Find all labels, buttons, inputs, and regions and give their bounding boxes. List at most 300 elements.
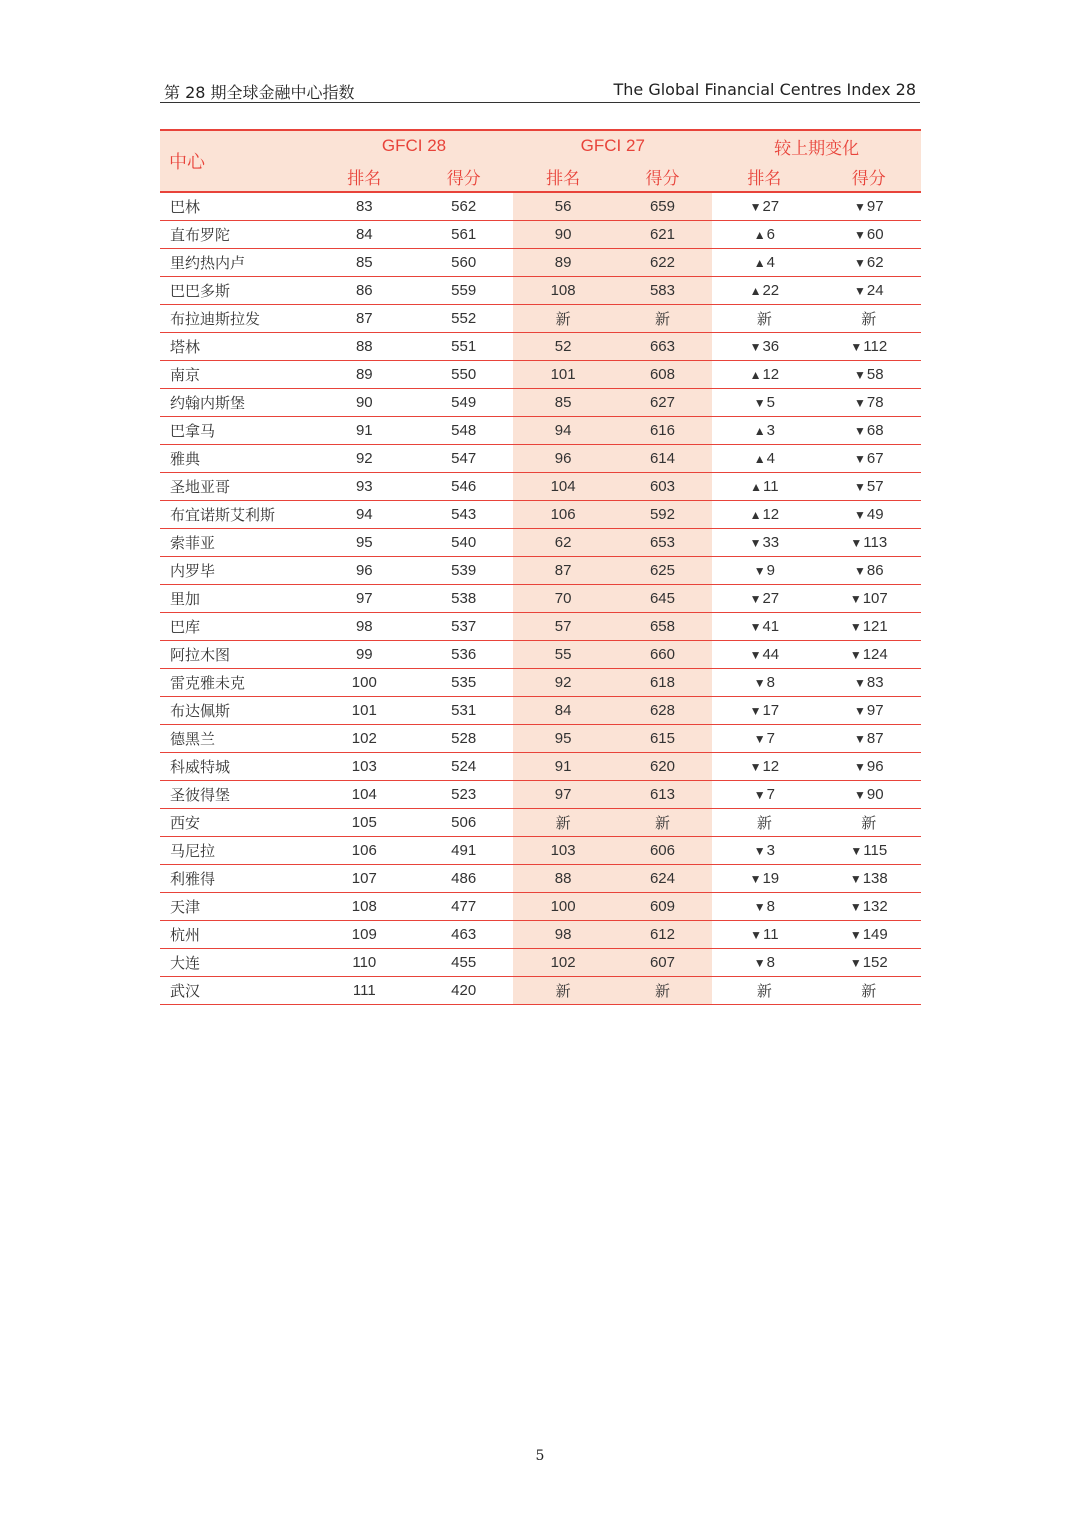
rank-28: 88 (355, 337, 373, 355)
score-change (817, 724, 921, 752)
triangle-down-icon: ▼ (854, 423, 866, 438)
rank-28: 97 (355, 589, 373, 607)
triangle-down-icon: ▼ (850, 843, 863, 858)
triangle-down-icon: ▼ (753, 843, 766, 858)
score-27: 663 (613, 332, 712, 360)
score-28: 491 (451, 841, 477, 859)
header-score-27: 得分 (613, 161, 712, 192)
center-name: 雷克雅未克 (170, 674, 246, 692)
rank-27: 98 (513, 920, 612, 948)
triangle-up-icon: ▲ (749, 283, 762, 298)
triangle-down-icon: ▼ (854, 367, 866, 382)
header-title-chinese: 第 28 期全球金融中心指数 (164, 83, 355, 102)
triangle-up-icon: ▲ (753, 451, 766, 466)
triangle-down-icon: ▼ (854, 787, 866, 802)
rank-27: 新 (513, 304, 612, 332)
score-27: 612 (613, 920, 712, 948)
triangle-down-icon: ▼ (854, 703, 866, 718)
change-value: 90 (866, 785, 884, 803)
center-name: 直布罗陀 (170, 226, 231, 244)
score-28: 540 (451, 533, 477, 551)
triangle-down-icon: ▼ (749, 703, 762, 718)
table-row (160, 388, 921, 416)
table-row (160, 836, 921, 864)
rank-28: 109 (351, 925, 377, 943)
score-change (817, 696, 921, 724)
rank-27: 88 (513, 864, 612, 892)
center-name: 西安 (170, 814, 201, 832)
triangle-down-icon: ▼ (749, 619, 762, 634)
header-title-english: The Global Financial Centres Index 28 (613, 80, 916, 99)
rank-change (712, 612, 816, 640)
rank-27: 85 (513, 388, 612, 416)
table-row (160, 780, 921, 808)
rank-change (712, 556, 816, 584)
triangle-down-icon: ▼ (854, 759, 866, 774)
change-value: 33 (762, 533, 780, 551)
rank-28: 87 (355, 309, 373, 327)
score-27: 608 (613, 360, 712, 388)
center-name: 巴巴多斯 (170, 282, 231, 300)
change-value: 12 (762, 365, 780, 383)
table-header (160, 130, 921, 192)
triangle-down-icon: ▼ (854, 451, 866, 466)
rank-change (712, 360, 816, 388)
center-name: 内罗毕 (170, 562, 216, 580)
page-header (160, 80, 920, 103)
rank-change (712, 668, 816, 696)
table-row (160, 668, 921, 696)
change-value: 132 (862, 897, 888, 915)
score-change (817, 248, 921, 276)
score-27: 627 (613, 388, 712, 416)
center-name: 天津 (170, 898, 201, 916)
change-value: 11 (763, 477, 779, 495)
score-change (817, 668, 921, 696)
rank-28: 93 (355, 477, 373, 495)
table-row (160, 332, 921, 360)
score-change (817, 920, 921, 948)
rank-27: 94 (513, 416, 612, 444)
page-number: 5 (535, 1448, 545, 1464)
change-value: 152 (862, 953, 888, 971)
triangle-down-icon: ▼ (753, 787, 766, 802)
change-value: 60 (866, 225, 884, 243)
score-change (817, 556, 921, 584)
score-27: 613 (613, 780, 712, 808)
triangle-up-icon: ▲ (750, 479, 763, 494)
rank-28: 90 (355, 393, 373, 411)
score-27: 620 (613, 752, 712, 780)
score-change (817, 472, 921, 500)
change-value: 3 (766, 421, 775, 439)
score-28: 420 (451, 981, 477, 999)
score-28: 551 (451, 337, 477, 355)
rank-change (712, 780, 816, 808)
table-row (160, 444, 921, 472)
change-value: 57 (866, 477, 884, 495)
rank-28: 101 (351, 701, 377, 719)
change-value: 44 (762, 645, 780, 663)
header-score-change: 得分 (817, 161, 921, 192)
change-value: 7 (766, 729, 775, 747)
table-row (160, 192, 921, 220)
score-change (817, 192, 921, 220)
rank-change (712, 304, 816, 332)
change-value: 新 (861, 310, 877, 328)
change-value: 5 (766, 393, 775, 411)
triangle-up-icon: ▲ (753, 255, 766, 270)
score-change (817, 976, 921, 1004)
rank-28: 89 (355, 365, 373, 383)
score-change (817, 836, 921, 864)
score-28: 477 (451, 897, 477, 915)
center-name: 武汉 (170, 982, 201, 1000)
change-value: 138 (862, 869, 888, 887)
rank-28: 95 (355, 533, 373, 551)
score-change (817, 332, 921, 360)
rank-27: 106 (513, 500, 612, 528)
score-27: 659 (613, 192, 712, 220)
triangle-down-icon: ▼ (750, 927, 763, 942)
triangle-down-icon: ▼ (854, 283, 866, 298)
change-value: 4 (766, 449, 775, 467)
table-body (160, 192, 921, 1004)
rank-28: 85 (355, 253, 373, 271)
rank-change (712, 808, 816, 836)
triangle-down-icon: ▼ (854, 731, 866, 746)
change-value: 113 (863, 533, 888, 551)
change-value: 新 (861, 814, 877, 832)
change-value: 7 (766, 785, 775, 803)
score-28: 524 (451, 757, 477, 775)
score-28: 550 (451, 365, 477, 383)
table-row (160, 948, 921, 976)
triangle-down-icon: ▼ (854, 507, 866, 522)
triangle-down-icon: ▼ (753, 395, 766, 410)
table-row (160, 864, 921, 892)
score-28: 486 (451, 869, 477, 887)
rank-28: 99 (355, 645, 373, 663)
score-27: 新 (613, 304, 712, 332)
rank-change (712, 416, 816, 444)
rank-27: 91 (513, 752, 612, 780)
rank-change (712, 528, 816, 556)
rank-27: 104 (513, 472, 612, 500)
rank-27: 96 (513, 444, 612, 472)
score-change (817, 892, 921, 920)
triangle-up-icon: ▲ (753, 423, 766, 438)
change-value: 19 (762, 869, 780, 887)
change-value: 8 (766, 673, 775, 691)
triangle-up-icon: ▲ (753, 227, 766, 242)
change-value: 58 (866, 365, 884, 383)
center-name: 塔林 (170, 338, 201, 356)
change-value: 86 (866, 561, 884, 579)
table-row (160, 612, 921, 640)
center-name: 利雅得 (170, 870, 216, 888)
score-change (817, 220, 921, 248)
center-name: 圣地亚哥 (170, 478, 231, 496)
score-change (817, 304, 921, 332)
score-28: 523 (451, 785, 477, 803)
change-value: 8 (766, 953, 775, 971)
triangle-down-icon: ▼ (753, 675, 766, 690)
score-27: 628 (613, 696, 712, 724)
rank-27: 95 (513, 724, 612, 752)
header-rank-28: 排名 (315, 161, 414, 192)
score-28: 543 (451, 505, 477, 523)
change-value: 11 (763, 925, 779, 943)
score-28: 549 (451, 393, 477, 411)
triangle-down-icon: ▼ (753, 955, 766, 970)
change-value: 62 (866, 253, 884, 271)
rank-change (712, 976, 816, 1004)
rank-change (712, 388, 816, 416)
table-row (160, 920, 921, 948)
center-name: 雅典 (170, 450, 201, 468)
change-value: 27 (762, 589, 780, 607)
rank-change (712, 696, 816, 724)
change-value: 27 (762, 197, 780, 215)
rank-28: 106 (351, 841, 377, 859)
score-28: 547 (451, 449, 477, 467)
score-change (817, 640, 921, 668)
table-row (160, 808, 921, 836)
change-value: 83 (866, 673, 884, 691)
score-27: 606 (613, 836, 712, 864)
score-change (817, 612, 921, 640)
change-value: 新 (756, 310, 772, 328)
change-value: 12 (762, 505, 780, 523)
center-name: 巴林 (170, 198, 201, 216)
rank-change (712, 444, 816, 472)
center-name: 巴拿马 (170, 422, 216, 440)
score-change (817, 388, 921, 416)
rank-27: 62 (513, 528, 612, 556)
center-name: 圣彼得堡 (170, 786, 231, 804)
score-28: 538 (451, 589, 477, 607)
center-name: 阿拉木图 (170, 646, 231, 664)
score-28: 546 (451, 477, 477, 495)
center-name: 大连 (170, 954, 201, 972)
triangle-down-icon: ▼ (849, 955, 862, 970)
score-28: 536 (451, 645, 477, 663)
change-value: 87 (866, 729, 884, 747)
triangle-down-icon: ▼ (854, 563, 866, 578)
triangle-down-icon: ▼ (749, 591, 762, 606)
score-27: 618 (613, 668, 712, 696)
triangle-down-icon: ▼ (850, 339, 863, 354)
change-value: 107 (862, 589, 888, 607)
rank-27: 108 (513, 276, 612, 304)
triangle-down-icon: ▼ (749, 871, 762, 886)
center-name: 南京 (170, 366, 201, 384)
score-27: 592 (613, 500, 712, 528)
table-row (160, 360, 921, 388)
change-value: 6 (766, 225, 775, 243)
triangle-up-icon: ▲ (749, 367, 762, 382)
change-value: 9 (766, 561, 775, 579)
rank-28: 102 (351, 729, 377, 747)
triangle-down-icon: ▼ (849, 619, 862, 634)
rank-change (712, 836, 816, 864)
rank-27: 55 (513, 640, 612, 668)
score-change (817, 808, 921, 836)
center-name: 德黑兰 (170, 730, 216, 748)
score-change (817, 752, 921, 780)
change-value: 97 (866, 197, 884, 215)
rank-change (712, 724, 816, 752)
score-27: 583 (613, 276, 712, 304)
rank-28: 100 (351, 673, 377, 691)
table-row (160, 640, 921, 668)
rank-28: 83 (355, 197, 373, 215)
header-score-28: 得分 (414, 161, 513, 192)
change-value: 67 (866, 449, 884, 467)
rank-change (712, 276, 816, 304)
score-change (817, 528, 921, 556)
change-value: 149 (862, 925, 888, 943)
rank-27: 100 (513, 892, 612, 920)
rank-28: 98 (355, 617, 373, 635)
header-group-gfci27: GFCI 27 (513, 130, 712, 161)
score-28: 506 (451, 813, 477, 831)
rank-change (712, 332, 816, 360)
score-28: 562 (451, 197, 477, 215)
triangle-down-icon: ▼ (749, 199, 762, 214)
change-value: 41 (762, 617, 780, 635)
score-change (817, 948, 921, 976)
score-27: 607 (613, 948, 712, 976)
rank-change (712, 920, 816, 948)
table-row (160, 584, 921, 612)
change-value: 8 (766, 897, 775, 915)
rank-28: 110 (352, 953, 377, 971)
change-value: 49 (866, 505, 884, 523)
change-value: 22 (762, 281, 780, 299)
score-change (817, 416, 921, 444)
score-28: 528 (451, 729, 477, 747)
change-value: 115 (863, 841, 888, 859)
table-row (160, 416, 921, 444)
score-27: 609 (613, 892, 712, 920)
triangle-down-icon: ▼ (849, 927, 862, 942)
table-row (160, 248, 921, 276)
triangle-down-icon: ▼ (854, 227, 866, 242)
rank-change (712, 752, 816, 780)
score-change (817, 864, 921, 892)
triangle-up-icon: ▲ (749, 507, 762, 522)
change-value: 新 (756, 982, 772, 1000)
triangle-down-icon: ▼ (849, 647, 862, 662)
table-row (160, 500, 921, 528)
center-name: 约翰内斯堡 (170, 394, 246, 412)
header-center: 中心 (160, 130, 315, 192)
header-group-gfci28: GFCI 28 (315, 130, 514, 161)
score-27: 660 (613, 640, 712, 668)
change-value: 4 (766, 253, 775, 271)
change-value: 97 (866, 701, 884, 719)
rank-28: 105 (351, 813, 377, 831)
score-change (817, 360, 921, 388)
rank-change (712, 500, 816, 528)
score-28: 455 (451, 953, 477, 971)
score-27: 603 (613, 472, 712, 500)
center-name: 索菲亚 (170, 534, 216, 552)
rank-change (712, 192, 816, 220)
rank-27: 新 (513, 808, 612, 836)
score-change (817, 584, 921, 612)
center-name: 巴库 (170, 618, 201, 636)
rank-28: 92 (355, 449, 373, 467)
triangle-down-icon: ▼ (749, 759, 762, 774)
table-row (160, 892, 921, 920)
score-28: 561 (451, 225, 477, 243)
rank-change (712, 892, 816, 920)
score-change (817, 276, 921, 304)
rank-27: 103 (513, 836, 612, 864)
rank-27: 84 (513, 696, 612, 724)
header-rank-change: 排名 (712, 161, 816, 192)
score-27: 615 (613, 724, 712, 752)
table-row (160, 304, 921, 332)
rank-change (712, 864, 816, 892)
rank-28: 111 (352, 981, 376, 999)
score-27: 625 (613, 556, 712, 584)
score-change (817, 444, 921, 472)
rank-27: 90 (513, 220, 612, 248)
change-value: 124 (862, 645, 888, 663)
change-value: 96 (866, 757, 884, 775)
score-27: 614 (613, 444, 712, 472)
rank-change (712, 584, 816, 612)
rank-28: 107 (351, 869, 377, 887)
change-value: 36 (762, 337, 780, 355)
table-row (160, 724, 921, 752)
score-27: 新 (613, 808, 712, 836)
center-name: 里加 (170, 590, 201, 608)
change-value: 3 (766, 841, 775, 859)
rank-27: 97 (513, 780, 612, 808)
gfci-ranking-table (160, 129, 921, 1005)
triangle-down-icon: ▼ (753, 899, 766, 914)
triangle-down-icon: ▼ (850, 535, 863, 550)
rank-28: 86 (355, 281, 373, 299)
rank-27: 89 (513, 248, 612, 276)
score-28: 531 (451, 701, 477, 719)
change-value: 17 (762, 701, 780, 719)
score-28: 559 (451, 281, 477, 299)
change-value: 12 (762, 757, 780, 775)
triangle-down-icon: ▼ (854, 479, 866, 494)
table-row (160, 976, 921, 1004)
rank-27: 56 (513, 192, 612, 220)
change-value: 新 (756, 814, 772, 832)
rank-change (712, 248, 816, 276)
triangle-down-icon: ▼ (854, 255, 866, 270)
center-name: 布达佩斯 (170, 702, 231, 720)
rank-change (712, 948, 816, 976)
score-28: 535 (451, 673, 477, 691)
table-row (160, 276, 921, 304)
table-row (160, 472, 921, 500)
score-change (817, 500, 921, 528)
score-28: 463 (451, 925, 477, 943)
rank-27: 92 (513, 668, 612, 696)
rank-27: 70 (513, 584, 612, 612)
header-rank-27: 排名 (513, 161, 612, 192)
